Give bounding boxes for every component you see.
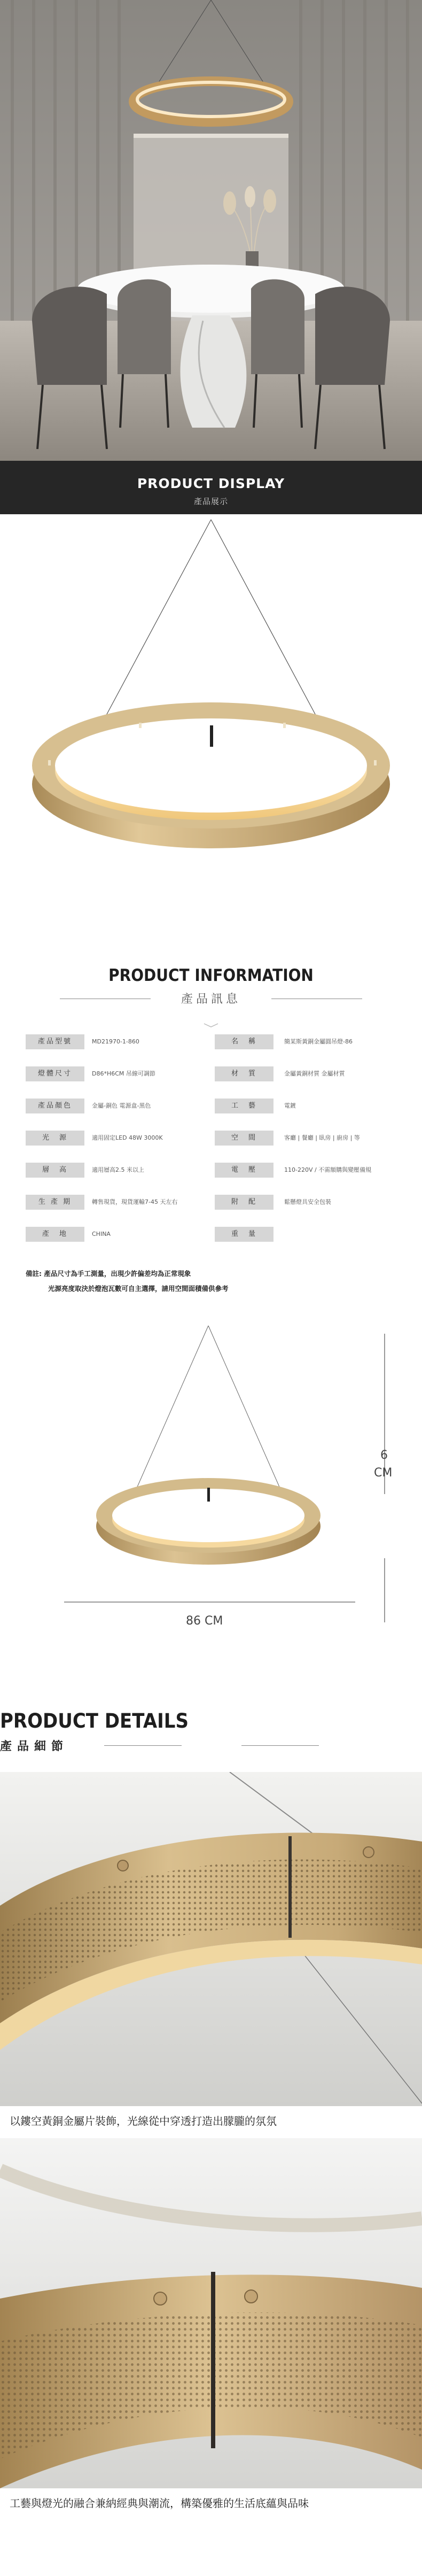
spec-label: 空 間: [215, 1131, 273, 1146]
detail-photo-ring-joint: [0, 2138, 422, 2488]
ring-joint-closeup-illustration: [0, 2138, 422, 2488]
display-title: PRODUCT DISPLAY: [137, 476, 285, 491]
spec-value: MD21970-1-860: [92, 1038, 139, 1045]
product-hanging-photo: [0, 514, 422, 920]
hero-dining-photo: [0, 0, 422, 461]
spec-value: 適用固定LED 48W 3000K: [92, 1134, 163, 1141]
spec-value: 110-220V / 不需額購與變壓備規: [284, 1166, 372, 1173]
spec-value: 簡某斯黃銅金屬圓吊燈-86: [284, 1038, 353, 1045]
product-display-banner: [0, 461, 422, 514]
spec-row: [0, 1131, 422, 1148]
dimension-drawing: [0, 1323, 422, 1708]
spec-value: 金屬-銅色 電源盒-黑色: [92, 1102, 151, 1109]
spec-label: 產品型號: [26, 1034, 84, 1049]
spec-label: 材 質: [215, 1066, 273, 1081]
note-line: 備註: 產品尺寸為手工測量，出現少許偏差均為正常現象: [26, 1270, 191, 1278]
spec-label: 生 產 期: [26, 1195, 84, 1210]
details-subtitle: 產品細節: [0, 1740, 69, 1753]
display-subtitle: 產品展示: [193, 497, 228, 506]
info-subtitle: 產品訊息: [181, 993, 241, 1006]
detail-caption: 工藝與燈光的融合兼納經典與潮流，構築優雅的生活底蘊與品味: [10, 2497, 309, 2510]
spec-value: 轉售現貨，現貨運輸7-45 天左右: [92, 1198, 178, 1205]
spec-value: 金屬黃銅材質 金屬材質: [284, 1070, 345, 1077]
spec-label: 名 稱: [215, 1034, 273, 1049]
spec-value: 客廳 | 餐廳 | 臥房 | 廚房 | 等: [284, 1134, 360, 1141]
spec-row: [0, 1099, 422, 1116]
spec-label: 光 源: [26, 1131, 84, 1146]
spec-label: 電 壓: [215, 1163, 273, 1178]
dining-room-illustration: [0, 0, 422, 461]
spec-value: CHINA: [92, 1231, 111, 1237]
spec-table: [0, 1034, 422, 1264]
spec-value: 適用層高2.5 米以上: [92, 1166, 144, 1173]
spec-label: 產品顏色: [26, 1099, 84, 1113]
height-value: 6: [380, 1449, 388, 1462]
notes: [0, 1264, 422, 1323]
spec-row: [0, 1195, 422, 1212]
spec-value: D86*H6CM 吊線可調節: [92, 1070, 155, 1077]
spec-row: [0, 1163, 422, 1180]
spec-label: 附 配: [215, 1195, 273, 1210]
spec-label: 燈體尺寸: [26, 1066, 84, 1081]
caption-section: [0, 2106, 422, 2138]
dimension-ring-illustration: [0, 1323, 422, 1708]
spec-label: 工 藝: [215, 1099, 273, 1113]
detail-caption: 以鏤空黃銅金屬片裝飾，光線從中穿透打造出朦朧的氛氛: [10, 2115, 277, 2128]
spec-label: 層 高: [26, 1163, 84, 1178]
perforated-band-closeup-illustration: [0, 1772, 422, 2106]
chevron-down-icon: [203, 1022, 219, 1028]
height-unit: CM: [374, 1466, 393, 1480]
spec-value: 電鍍: [284, 1102, 296, 1109]
spec-row: [0, 1227, 422, 1244]
brass-ring-chandelier-illustration: [0, 514, 422, 920]
info-title: PRODUCT INFORMATION: [108, 965, 314, 985]
detail-photo-perforated-band: [0, 1772, 422, 2106]
spec-row: [0, 1066, 422, 1084]
spec-label: 產 地: [26, 1227, 84, 1242]
spec-value: 鬆懸燈具安全包裝: [284, 1198, 331, 1205]
spec-label: 重 量: [215, 1227, 273, 1242]
caption-section: [0, 2488, 422, 2576]
product-details-heading: [0, 1711, 422, 1772]
note-line: 光源亮度取決於燈泡瓦數可自主選擇，請用空間面積備供參考: [48, 1285, 229, 1293]
width-value: 86 CM: [186, 1614, 223, 1628]
divider-right: [241, 1745, 319, 1746]
details-title: PRODUCT DETAILS: [0, 1711, 189, 1733]
spec-row: [0, 1034, 422, 1051]
